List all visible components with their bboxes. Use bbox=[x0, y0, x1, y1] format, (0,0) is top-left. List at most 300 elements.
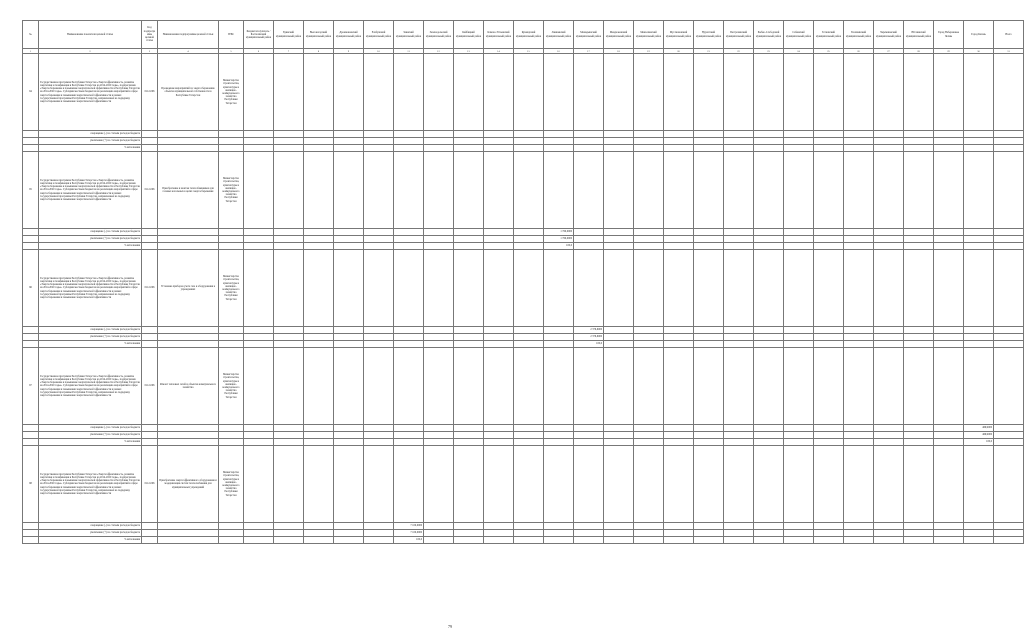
value-cell bbox=[874, 530, 904, 537]
value-cell bbox=[844, 523, 874, 530]
value-cell bbox=[544, 341, 574, 348]
column-header: Буинский муниципальный район bbox=[274, 21, 304, 49]
value-cell bbox=[694, 131, 724, 138]
subtotal-value: 100,0 bbox=[574, 341, 604, 348]
value-cell bbox=[274, 439, 304, 446]
value-cell bbox=[244, 432, 274, 439]
value-cell bbox=[784, 446, 814, 523]
value-cell bbox=[754, 537, 784, 544]
value-cell bbox=[158, 145, 219, 152]
value-cell bbox=[934, 439, 964, 446]
value-cell bbox=[334, 229, 364, 236]
value-cell bbox=[364, 236, 394, 243]
value-cell bbox=[874, 327, 904, 334]
value-cell bbox=[544, 327, 574, 334]
column-number: 6 bbox=[244, 49, 274, 54]
value-cell bbox=[484, 138, 514, 145]
value-cell bbox=[219, 131, 244, 138]
value-cell bbox=[844, 236, 874, 243]
value-cell bbox=[394, 439, 424, 446]
value-cell bbox=[364, 152, 394, 229]
value-cell bbox=[844, 250, 874, 327]
value-cell bbox=[634, 54, 664, 131]
value-cell bbox=[514, 523, 544, 530]
value-cell bbox=[484, 425, 514, 432]
value-cell bbox=[964, 229, 994, 236]
value-cell bbox=[364, 425, 394, 432]
value-cell bbox=[814, 348, 844, 425]
column-header: Черемшанский муниципальный район bbox=[874, 21, 904, 49]
value-cell bbox=[634, 138, 664, 145]
subtotal-row bbox=[23, 327, 1024, 334]
value-cell bbox=[994, 250, 1024, 327]
value-cell bbox=[634, 348, 664, 425]
value-cell bbox=[334, 348, 364, 425]
value-cell bbox=[904, 152, 934, 229]
budget-table bbox=[22, 20, 1024, 544]
value-cell bbox=[754, 341, 784, 348]
column-header: Наименование подпрограммы целевой статьи bbox=[158, 21, 219, 49]
value-cell bbox=[544, 348, 574, 425]
value-cell bbox=[664, 523, 694, 530]
value-cell bbox=[364, 138, 394, 145]
value-cell bbox=[484, 145, 514, 152]
value-cell bbox=[274, 523, 304, 530]
value-cell bbox=[754, 530, 784, 537]
row-number: 68 bbox=[23, 446, 39, 523]
value-cell bbox=[634, 341, 664, 348]
value-cell bbox=[484, 523, 514, 530]
value-cell bbox=[244, 537, 274, 544]
column-number: 25 bbox=[814, 49, 844, 54]
value-cell bbox=[844, 425, 874, 432]
value-cell bbox=[142, 131, 158, 138]
value-cell bbox=[484, 446, 514, 523]
column-header: Пестречинский муниципальный район bbox=[724, 21, 754, 49]
value-cell bbox=[664, 243, 694, 250]
value-cell bbox=[754, 236, 784, 243]
value-cell bbox=[454, 446, 484, 523]
column-number: 30 bbox=[964, 49, 994, 54]
empty-cell bbox=[23, 439, 39, 446]
column-number: 10 bbox=[364, 49, 394, 54]
value-cell bbox=[994, 530, 1024, 537]
value-cell bbox=[934, 229, 964, 236]
value-cell bbox=[814, 537, 844, 544]
value-cell bbox=[604, 432, 634, 439]
subtotal-label: увеличение (+) по статьям расходов бюджета bbox=[39, 530, 142, 537]
value-cell bbox=[904, 530, 934, 537]
value-cell bbox=[219, 243, 244, 250]
value-cell bbox=[964, 138, 994, 145]
value-cell bbox=[784, 523, 814, 530]
value-cell bbox=[634, 131, 664, 138]
value-cell bbox=[424, 145, 454, 152]
value-cell bbox=[874, 145, 904, 152]
subtotal-row bbox=[23, 334, 1024, 341]
value-cell bbox=[694, 54, 724, 131]
value-cell bbox=[514, 138, 544, 145]
value-cell bbox=[844, 537, 874, 544]
value-cell bbox=[634, 229, 664, 236]
value-cell bbox=[484, 530, 514, 537]
value-cell bbox=[484, 537, 514, 544]
subtotal-label: увеличение (+) по статьям расходов бюджета bbox=[39, 432, 142, 439]
value-cell bbox=[364, 131, 394, 138]
value-cell bbox=[158, 537, 219, 544]
value-cell bbox=[904, 145, 934, 152]
value-cell bbox=[158, 236, 219, 243]
program-description: Государственная программа Республики Татарстан «Энергоэффективность, развитие энергетики и газификации в Республике Татарстан на 2014-2020 годы», подпрограмма «Энергосбережение и повышение энергетической эффективности в Республике Татарстан на 2014-2020 годы». Субсидии местным бюджетам на реализацию мероприятий в сфере энергосбережения и повышения энергетической эффективности в рамках государственной программы Республики Татарстан, направленных на поддержку энергосбережения и повышение энергетической эффективности bbox=[39, 446, 142, 523]
value-cell bbox=[274, 425, 304, 432]
subtotal-row bbox=[23, 131, 1024, 138]
value-cell bbox=[964, 523, 994, 530]
value-cell bbox=[424, 537, 454, 544]
column-header: Заинский муниципальный район bbox=[394, 21, 424, 49]
value-cell bbox=[244, 152, 274, 229]
value-cell bbox=[424, 236, 454, 243]
value-cell bbox=[454, 425, 484, 432]
value-cell bbox=[694, 229, 724, 236]
column-header: Лаишевский муниципальный район bbox=[544, 21, 574, 49]
column-number: 24 bbox=[784, 49, 814, 54]
program-row bbox=[23, 54, 1024, 131]
value-cell bbox=[664, 334, 694, 341]
value-cell bbox=[514, 334, 544, 341]
value-cell bbox=[454, 432, 484, 439]
value-cell bbox=[158, 439, 219, 446]
value-cell bbox=[424, 439, 454, 446]
value-cell bbox=[604, 334, 634, 341]
empty-cell bbox=[23, 131, 39, 138]
value-cell bbox=[964, 446, 994, 523]
empty-cell bbox=[23, 236, 39, 243]
value-cell bbox=[904, 537, 934, 544]
value-cell bbox=[994, 243, 1024, 250]
column-number: 8 bbox=[304, 49, 334, 54]
subprogram-name: Проведение мероприятий по энергосбережению объектов муниципальной собственности в Республике Татарстан bbox=[158, 54, 219, 131]
column-header: Город Казань bbox=[964, 21, 994, 49]
subtotal-row bbox=[23, 537, 1024, 544]
value-cell bbox=[424, 530, 454, 537]
value-cell bbox=[394, 152, 424, 229]
value-cell bbox=[784, 537, 814, 544]
subtotal-row bbox=[23, 439, 1024, 446]
subtotal-value: 469,9000 bbox=[964, 425, 994, 432]
value-cell bbox=[424, 425, 454, 432]
value-cell bbox=[454, 131, 484, 138]
value-cell bbox=[424, 229, 454, 236]
subtotal-value bbox=[544, 131, 574, 138]
subprogram-name: Установка приборов учета газа и оборудования в учреждениях bbox=[158, 250, 219, 327]
value-cell bbox=[158, 425, 219, 432]
value-cell bbox=[454, 243, 484, 250]
value-cell bbox=[219, 425, 244, 432]
subtotal-row bbox=[23, 138, 1024, 145]
value-cell bbox=[814, 446, 844, 523]
subtotal-row bbox=[23, 243, 1024, 250]
value-cell bbox=[754, 432, 784, 439]
value-cell bbox=[544, 152, 574, 229]
value-cell bbox=[724, 334, 754, 341]
value-cell bbox=[754, 327, 784, 334]
value-cell bbox=[142, 327, 158, 334]
column-number: 27 bbox=[874, 49, 904, 54]
empty-cell bbox=[23, 432, 39, 439]
column-header: Камско-Устьинский муниципальный район bbox=[484, 21, 514, 49]
empty-cell bbox=[23, 425, 39, 432]
empty-cell bbox=[23, 334, 39, 341]
value-cell bbox=[364, 523, 394, 530]
value-cell bbox=[454, 138, 484, 145]
value-cell bbox=[994, 229, 1024, 236]
value-cell bbox=[484, 54, 514, 131]
value-cell bbox=[664, 54, 694, 131]
value-cell bbox=[934, 131, 964, 138]
value-cell bbox=[994, 54, 1024, 131]
value-cell bbox=[574, 530, 604, 537]
value-cell bbox=[219, 138, 244, 145]
value-cell bbox=[244, 229, 274, 236]
value-cell bbox=[724, 523, 754, 530]
subprogram-name: Приобретение и монтаж теплообменников для газовых котельных в целях энергосбережения bbox=[158, 152, 219, 229]
value-cell bbox=[844, 348, 874, 425]
value-cell bbox=[994, 334, 1024, 341]
value-cell bbox=[634, 243, 664, 250]
column-number: 21 bbox=[694, 49, 724, 54]
value-cell bbox=[994, 131, 1024, 138]
value-cell bbox=[994, 236, 1024, 243]
column-header: ГРБС bbox=[219, 21, 244, 49]
value-cell bbox=[334, 327, 364, 334]
program-description: Государственная программа Республики Татарстан «Энергоэффективность, развитие энергетики и газификации в Республике Татарстан на 2014-2020 годы», подпрограмма «Энергосбережение и повышение энергетической эффективности в Республике Татарстан на 2014-2020 годы». Субсидии местным бюджетам на реализацию мероприятий в сфере энергосбережения и повышения энергетической эффективности в рамках государственной программы Республики Татарстан, направленных на поддержку энергосбережения и повышение энергетической эффективности bbox=[39, 54, 142, 131]
value-cell bbox=[874, 537, 904, 544]
subtotal-label: % исполнения bbox=[39, 145, 142, 152]
value-cell bbox=[694, 439, 724, 446]
value-cell bbox=[394, 229, 424, 236]
value-cell bbox=[514, 145, 544, 152]
value-cell bbox=[604, 446, 634, 523]
value-cell bbox=[934, 446, 964, 523]
value-cell bbox=[964, 537, 994, 544]
column-header: Кукморский муниципальный район bbox=[514, 21, 544, 49]
value-cell bbox=[514, 236, 544, 243]
value-cell bbox=[244, 236, 274, 243]
value-cell bbox=[694, 341, 724, 348]
value-cell bbox=[244, 446, 274, 523]
value-cell bbox=[964, 145, 994, 152]
subtotal-row bbox=[23, 145, 1024, 152]
grbs-name: Министерство строительства, архитектуры и жилищно-коммунального хозяйства Республики Татарстан bbox=[219, 348, 244, 425]
value-cell bbox=[964, 530, 994, 537]
value-cell bbox=[784, 425, 814, 432]
value-cell bbox=[244, 145, 274, 152]
column-number: 9 bbox=[334, 49, 364, 54]
value-cell bbox=[424, 131, 454, 138]
value-cell bbox=[664, 152, 694, 229]
row-number: 67 bbox=[23, 348, 39, 425]
value-cell bbox=[634, 439, 664, 446]
value-cell bbox=[514, 432, 544, 439]
value-cell bbox=[244, 327, 274, 334]
value-cell bbox=[364, 243, 394, 250]
value-cell bbox=[844, 131, 874, 138]
value-cell bbox=[304, 54, 334, 131]
value-cell bbox=[219, 145, 244, 152]
value-cell bbox=[994, 348, 1024, 425]
value-cell bbox=[394, 236, 424, 243]
subtotal-row bbox=[23, 523, 1024, 530]
value-cell bbox=[634, 425, 664, 432]
value-cell bbox=[424, 432, 454, 439]
row-number: 64 bbox=[23, 54, 39, 131]
header-row bbox=[23, 21, 1024, 49]
value-cell bbox=[634, 446, 664, 523]
value-cell bbox=[304, 236, 334, 243]
value-cell bbox=[274, 138, 304, 145]
value-cell bbox=[142, 432, 158, 439]
value-cell bbox=[364, 537, 394, 544]
value-cell bbox=[304, 530, 334, 537]
value-cell bbox=[844, 530, 874, 537]
value-cell bbox=[754, 334, 784, 341]
value-cell bbox=[694, 446, 724, 523]
value-cell bbox=[994, 523, 1024, 530]
column-header: Тетюшский муниципальный район bbox=[814, 21, 844, 49]
value-cell bbox=[142, 530, 158, 537]
value-cell bbox=[814, 54, 844, 131]
value-cell bbox=[634, 250, 664, 327]
value-cell bbox=[454, 537, 484, 544]
subtotal-value: 7 100,0000 bbox=[394, 530, 424, 537]
value-cell bbox=[814, 236, 844, 243]
value-cell bbox=[274, 341, 304, 348]
value-cell bbox=[158, 327, 219, 334]
value-cell bbox=[514, 152, 544, 229]
value-cell bbox=[784, 152, 814, 229]
value-cell bbox=[994, 341, 1024, 348]
value-cell bbox=[724, 243, 754, 250]
value-cell bbox=[274, 145, 304, 152]
column-number: 31 bbox=[994, 49, 1024, 54]
value-cell bbox=[724, 439, 754, 446]
value-cell bbox=[454, 530, 484, 537]
program-row bbox=[23, 152, 1024, 229]
value-cell bbox=[844, 341, 874, 348]
value-cell bbox=[664, 327, 694, 334]
value-cell bbox=[244, 530, 274, 537]
value-cell bbox=[874, 152, 904, 229]
column-number: 12 bbox=[424, 49, 454, 54]
value-cell bbox=[274, 250, 304, 327]
value-cell bbox=[158, 523, 219, 530]
empty-cell bbox=[23, 327, 39, 334]
value-cell bbox=[334, 523, 364, 530]
value-cell bbox=[334, 250, 364, 327]
column-header: Кайбицкий муниципальный район bbox=[454, 21, 484, 49]
value-cell bbox=[158, 138, 219, 145]
value-cell bbox=[574, 54, 604, 131]
column-number: 18 bbox=[604, 49, 634, 54]
value-cell bbox=[604, 243, 634, 250]
value-cell bbox=[784, 131, 814, 138]
value-cell bbox=[424, 348, 454, 425]
subtotal-row bbox=[23, 432, 1024, 439]
value-cell bbox=[784, 54, 814, 131]
value-cell bbox=[304, 131, 334, 138]
value-cell bbox=[844, 145, 874, 152]
value-cell bbox=[994, 446, 1024, 523]
subtotal-label: % исполнения bbox=[39, 341, 142, 348]
value-cell bbox=[664, 131, 694, 138]
value-cell bbox=[814, 523, 844, 530]
value-cell bbox=[244, 138, 274, 145]
value-cell bbox=[454, 341, 484, 348]
program-code: 0112-006 bbox=[142, 54, 158, 131]
value-cell bbox=[514, 327, 544, 334]
value-cell bbox=[724, 145, 754, 152]
value-cell bbox=[142, 425, 158, 432]
value-cell bbox=[904, 446, 934, 523]
value-cell bbox=[364, 54, 394, 131]
value-cell bbox=[844, 152, 874, 229]
value-cell bbox=[814, 250, 844, 327]
value-cell bbox=[142, 334, 158, 341]
value-cell bbox=[844, 229, 874, 236]
column-number: 20 bbox=[664, 49, 694, 54]
value-cell bbox=[394, 348, 424, 425]
program-row bbox=[23, 348, 1024, 425]
value-cell bbox=[574, 523, 604, 530]
value-cell bbox=[634, 145, 664, 152]
value-cell bbox=[844, 446, 874, 523]
value-cell bbox=[694, 334, 724, 341]
subtotal-value: 469,9000 bbox=[964, 432, 994, 439]
column-number: 29 bbox=[934, 49, 964, 54]
value-cell bbox=[274, 152, 304, 229]
value-cell bbox=[784, 138, 814, 145]
value-cell bbox=[784, 243, 814, 250]
value-cell bbox=[364, 348, 394, 425]
value-cell bbox=[814, 243, 844, 250]
value-cell bbox=[219, 537, 244, 544]
column-header: Сабинский муниципальный район bbox=[784, 21, 814, 49]
value-cell bbox=[304, 145, 334, 152]
value-cell bbox=[694, 348, 724, 425]
value-cell bbox=[694, 243, 724, 250]
program-description: Государственная программа Республики Татарстан «Энергоэффективность, развитие энергетики и газификации в Республике Татарстан на 2014-2020 годы», подпрограмма «Энергосбережение и повышение энергетической эффективности в Республике Татарстан на 2014-2020 годы». Субсидии местным бюджетам на реализацию мероприятий в сфере энергосбережения и повышения энергетической эффективности в рамках государственной программы Республики Татарстан, направленных на поддержку энергосбережения и повышение энергетической эффективности bbox=[39, 250, 142, 327]
value-cell bbox=[574, 446, 604, 523]
value-cell bbox=[158, 341, 219, 348]
value-cell bbox=[604, 229, 634, 236]
value-cell bbox=[874, 54, 904, 131]
value-cell bbox=[994, 327, 1024, 334]
value-cell bbox=[634, 523, 664, 530]
value-cell bbox=[454, 327, 484, 334]
value-cell bbox=[934, 341, 964, 348]
subprogram-name: Приобретение энергоэффективного оборудования и модернизация систем теплоснабжения для муниципальных учреждений bbox=[158, 446, 219, 523]
value-cell bbox=[219, 432, 244, 439]
column-header: Менделеевский муниципальный район bbox=[604, 21, 634, 49]
value-cell bbox=[484, 236, 514, 243]
value-cell bbox=[219, 334, 244, 341]
column-header: Всего bbox=[994, 21, 1024, 49]
value-cell bbox=[754, 425, 784, 432]
value-cell bbox=[964, 250, 994, 327]
value-cell bbox=[424, 327, 454, 334]
program-code: 0112-006 bbox=[142, 152, 158, 229]
value-cell bbox=[394, 341, 424, 348]
